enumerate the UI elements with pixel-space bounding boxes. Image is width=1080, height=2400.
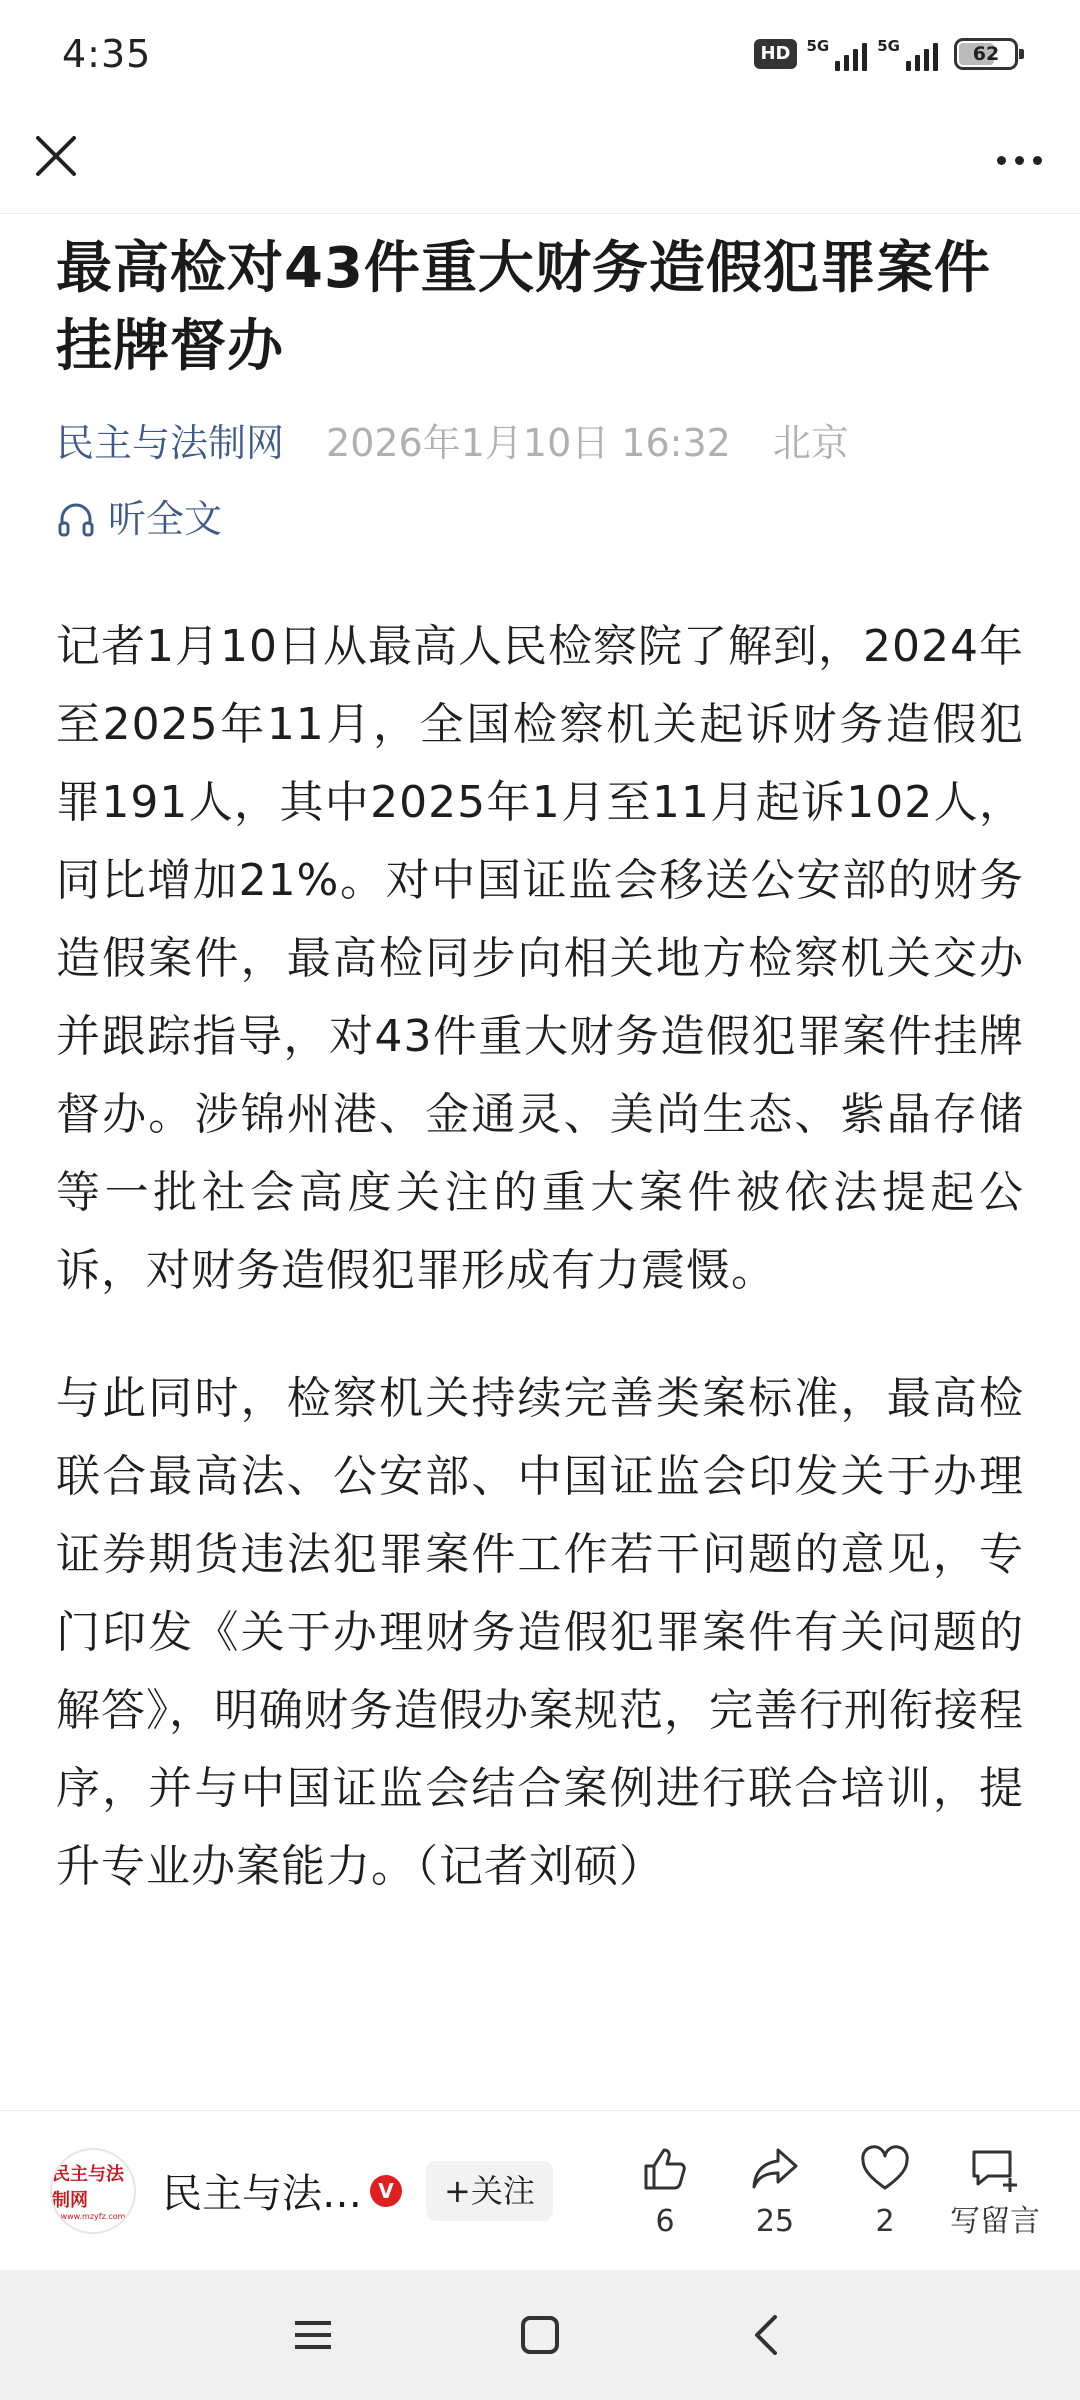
article-paragraph: 与此同时，检察机关持续完善类案标准，最高检联合最高法、公安部、中国证监会印发关于办理证券期货违法犯罪案件工作若干问题的意见，专门印发《关于办理财务造假犯罪案件有关问题的解答》，明确财务造假办案规范，完善行刑衔接程序，并与中国证监会结合案例进行联合培训，提升专业办案能力。（记者刘硕） [56, 1373, 1024, 1892]
article-meta [56, 418, 1024, 468]
like-button[interactable] [610, 2142, 720, 2240]
share-arrow-icon [748, 2142, 802, 2196]
more-dots-icon [997, 156, 1006, 165]
signal-icon-2: 5G [877, 37, 938, 71]
more-options-button[interactable] [984, 130, 1054, 190]
article-paragraph: 记者1月10日从最高人民检察院了解到，2024年至2025年11月，全国检察机关起诉财务造假犯罪191人，其中2025年1月至11月起诉102人，同比增加21%。对中国证监会移送公安部的财务造假案件，最高检同步向相关地方检察机关交办并跟踪指导，对43件重大财务造假犯罪案件挂牌督办。涉锦州港、金通灵、美尚生态、紫晶存储等一批社会高度关注的重大案件被依法提起公诉，对财务造假犯罪形成有力震慑。 [56, 621, 1024, 1296]
bottom-action-bar [0, 2110, 1080, 2270]
hd-voice-icon: HD [754, 39, 796, 69]
author-logo-text: 民主与法制网 [52, 2164, 124, 2211]
listen-full-text-button[interactable] [56, 494, 1024, 544]
battery-icon [954, 38, 1018, 70]
back-chevron-icon [745, 2313, 789, 2357]
battery-level: 62 [972, 43, 1000, 65]
article [56, 214, 1024, 1906]
article-actions [610, 2142, 1080, 2240]
close-button[interactable] [30, 130, 90, 190]
share-button[interactable] [720, 2142, 830, 2240]
article-body [56, 608, 1024, 1906]
author-avatar[interactable] [50, 2148, 136, 2234]
write-comment-button[interactable] [940, 2142, 1050, 2240]
headphones-icon [56, 499, 96, 539]
status-bar [0, 0, 1080, 108]
menu-button[interactable] [283, 2305, 343, 2365]
top-nav-bar [0, 108, 1080, 214]
author-logo-url: www.mzyfz.com [60, 2212, 126, 2221]
home-square-icon [518, 2313, 562, 2357]
thumbs-up-icon [638, 2142, 692, 2196]
favorite-button[interactable] [830, 2142, 940, 2240]
article-source-link[interactable]: 民主与法制网 [56, 421, 285, 465]
signal-icon-1: 5G [807, 37, 868, 71]
heart-icon [858, 2142, 912, 2196]
write-comment-label: 写留言 [950, 2203, 1040, 2239]
article-datetime: 2026年1月10日 16:32 [326, 421, 731, 465]
article-title: 最高检对43件重大财务造假犯罪案件挂牌督办 [56, 236, 991, 379]
article-location: 北京 [772, 421, 849, 465]
follow-button[interactable]: +关注 [426, 2161, 553, 2221]
home-button[interactable] [510, 2305, 570, 2365]
author-name[interactable]: 民主与法… [162, 2171, 362, 2217]
menu-icon [291, 2313, 335, 2357]
comment-icon [968, 2142, 1022, 2196]
share-count: 25 [755, 2203, 795, 2239]
favorite-count: 2 [875, 2203, 895, 2239]
back-button[interactable] [737, 2305, 797, 2365]
verified-icon: V [370, 2175, 402, 2207]
status-time: 4:35 [62, 32, 152, 76]
system-nav-bar [0, 2270, 1080, 2400]
close-icon [30, 130, 90, 190]
listen-label: 听全文 [108, 497, 223, 541]
status-icons [754, 37, 1018, 71]
like-count: 6 [655, 2203, 675, 2239]
